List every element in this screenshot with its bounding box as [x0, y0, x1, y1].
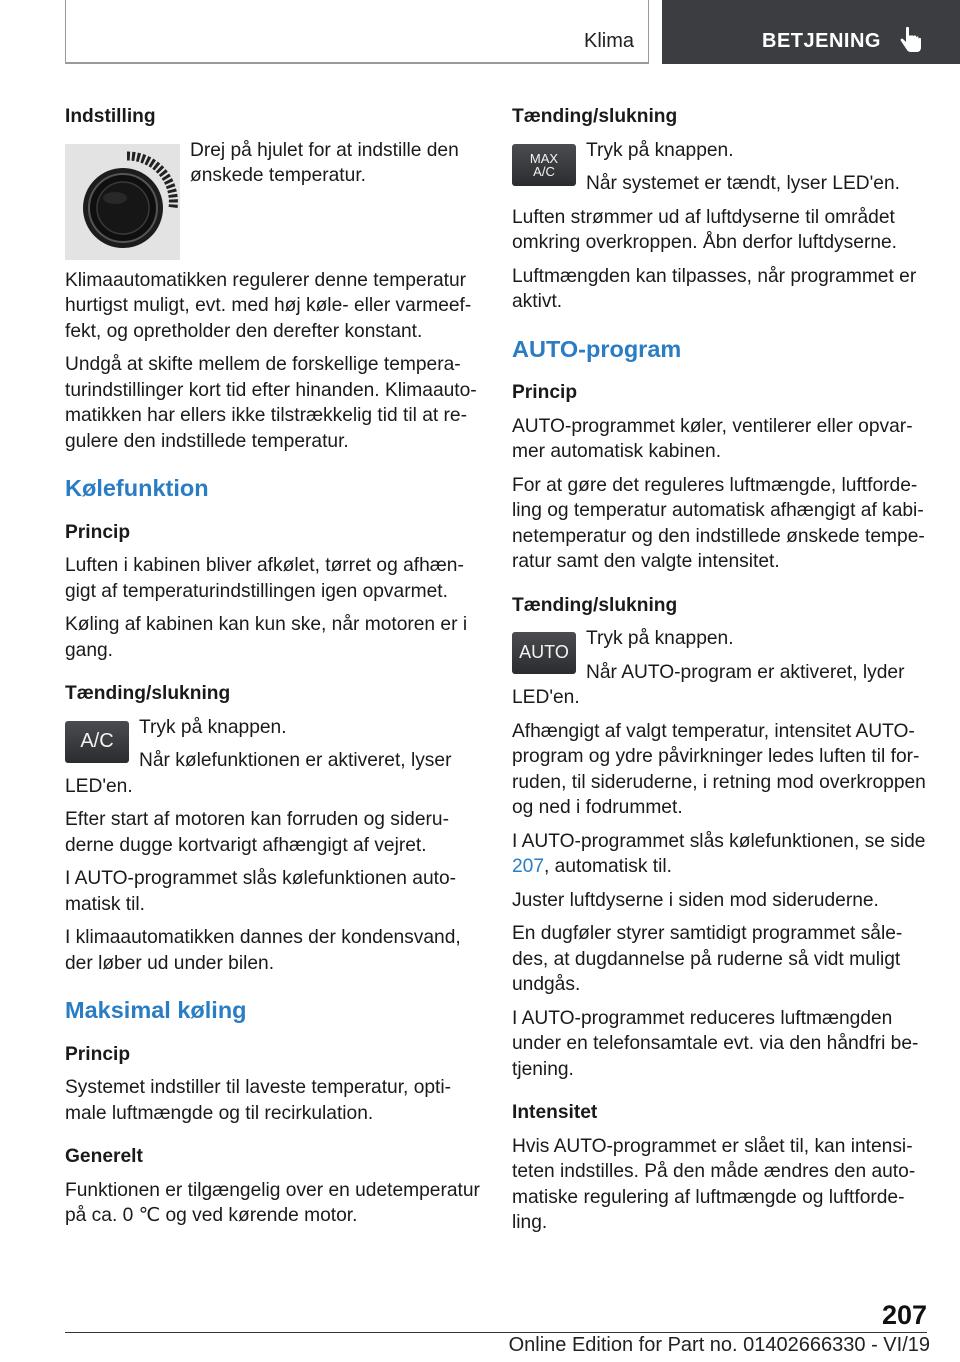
- page-number: 207: [882, 1300, 928, 1330]
- setting-paragraph-1: Klimaautomatikken regulerer denne temperatur hurtigst muligt, evt. med høj køle- eller varmeeffekt, og opretholder den derefter konstant.: [65, 269, 472, 342]
- auto-press-instruction: Tryk på knappen.: [586, 628, 734, 649]
- heading-cooling: Kølefunktion: [65, 475, 209, 501]
- ac-label: A/C: [533, 163, 555, 179]
- heading-on-off: Tænding/slukning: [512, 594, 678, 616]
- footer-divider: [65, 1332, 927, 1333]
- heading-general: Generelt: [65, 1146, 143, 1167]
- heading-on-off: Tænding/slukning: [65, 683, 231, 704]
- cooling-paragraph-5: I klimaautomatikken dannes der kondensvand, der løber ud under bilen.: [65, 927, 461, 974]
- setting-instruction: Drej på hjulet for at indstille den ønskede temperatur.: [190, 139, 459, 186]
- auto-paragraph-3: Afhængigt af valgt temperatur, intensitet AUTO-program og ydre påvirkninger ledes luften til forruden, til sideruderne, i retning mod overkroppen og ned i fodrummet.: [512, 720, 926, 818]
- auto-button-figure: [512, 632, 576, 674]
- max-label: MAX: [529, 150, 559, 166]
- setting-paragraph-2: Undgå at skifte mellem de forskellige temperaturindstillinger kort tid efter hinanden. Klimaautomatikken har ellers ikke tilstrækkelig tid til at regulere den indstillede temperatur.: [65, 354, 477, 452]
- header-section-title: Klima: [583, 30, 634, 52]
- hand-pointer-icon: [898, 26, 924, 54]
- auto-button-image: AUTO: [512, 632, 576, 674]
- auto-paragraph-5: Juster luftdyserne i siden mod sideruderne.: [512, 889, 879, 911]
- cooling-paragraph-2: Køling af kabinen kan kun ske, når motoren er i gang.: [65, 614, 468, 661]
- heading-principle: Princip: [65, 521, 131, 543]
- cooling-paragraph-4: I AUTO-programmet slås kølefunktionen automatisk til.: [65, 868, 457, 915]
- heading-setting: Indstilling: [65, 106, 156, 127]
- page-link-207[interactable]: 207: [512, 856, 545, 877]
- max-paragraph-1: Systemet indstiller til laveste temperatur, optimale luftmængde og til recirkulation.: [65, 1077, 452, 1124]
- max-ac-button-figure: [512, 144, 576, 186]
- left-column: [65, 104, 480, 1237]
- heading-on-off: Tænding/slukning: [512, 106, 678, 127]
- max-paragraph-2: Funktionen er tilgængelig over en udetemperatur på ca. 0 ℃ og ved kørende motor.: [65, 1179, 480, 1226]
- heading-principle: Princip: [512, 382, 578, 403]
- max-air-paragraph-1: Luften strømmer ud af luftdyserne til området omkring overkroppen. Åbn derfor luftdyserne.: [512, 206, 898, 253]
- auto-paragraph-7: I AUTO-programmet reduceres luftmængden under en telefonsamtale evt. via den håndfri betjening.: [512, 1007, 919, 1080]
- ac-press-instruction: Tryk på knappen.: [139, 716, 287, 738]
- page-header: [0, 0, 960, 66]
- auto-paragraph-2: For at gøre det reguleres luftmængde, luftfordeling og temperatur automatisk afhængigt af kabinetemperatur og den indstillede ønskede temperatur samt den valgte intensitet.: [512, 474, 925, 572]
- auto-p4-text-end: , automatisk til.: [544, 856, 672, 877]
- ac-button-image: A/C: [65, 721, 129, 763]
- ac-button-figure: [65, 721, 129, 763]
- auto-p4-text: I AUTO-programmet slås kølefunktionen, se side: [512, 830, 926, 852]
- header-chapter-tab: [662, 0, 960, 64]
- header-chapter-title: BETJENING: [762, 30, 881, 52]
- footer-edition: Online Edition for Part no. 01402666330 - VI/19: [508, 1334, 930, 1356]
- heading-auto-program: AUTO-program: [512, 335, 682, 362]
- max-press-instruction: Tryk på knappen.: [586, 139, 734, 161]
- max-ac-button-image: [512, 144, 576, 186]
- ac-led-note: Når kølefunktionen er aktiveret, lyser LED'en.: [65, 750, 452, 797]
- intensity-paragraph: Hvis AUTO-programmet er slået til, kan intensiteten indstilles. På den måde ændres den automatiske regulering af luftmængde og luftfordeling.: [512, 1135, 916, 1233]
- auto-paragraph-6: En dugføler styrer samtidigt programmet således, at dugdannelse på ruderne så vidt muligt undgås.: [512, 923, 903, 995]
- cooling-paragraph-3: Efter start af motoren kan forruden og sideruderne dugge kortvarigt afhængigt af vejret.: [65, 809, 449, 856]
- auto-led-note: Når AUTO-program er aktiveret, lyder LED'en.: [512, 661, 905, 708]
- header-section-tab: [65, 0, 649, 64]
- max-led-note: Når systemet er tændt, lyser LED'en.: [586, 173, 900, 194]
- heading-intensity: Intensitet: [512, 1102, 598, 1123]
- temperature-knob-figure: [65, 144, 180, 260]
- cooling-paragraph-1: Luften i kabinen bliver afkølet, tørret og afhængigt af temperaturindstillingen igen opvarmet.: [65, 555, 464, 602]
- temperature-knob-icon: [65, 144, 180, 260]
- auto-paragraph-1: AUTO-programmet køler, ventilerer eller opvarmer automatisk kabinen.: [512, 415, 913, 462]
- heading-principle: Princip: [65, 1043, 131, 1065]
- max-air-paragraph-2: Luftmængden kan tilpasses, når programmet er aktivt.: [512, 265, 917, 312]
- heading-max-cooling: Maksimal køling: [65, 997, 247, 1023]
- auto-paragraph-4: [512, 829, 927, 880]
- right-column: [512, 104, 927, 1244]
